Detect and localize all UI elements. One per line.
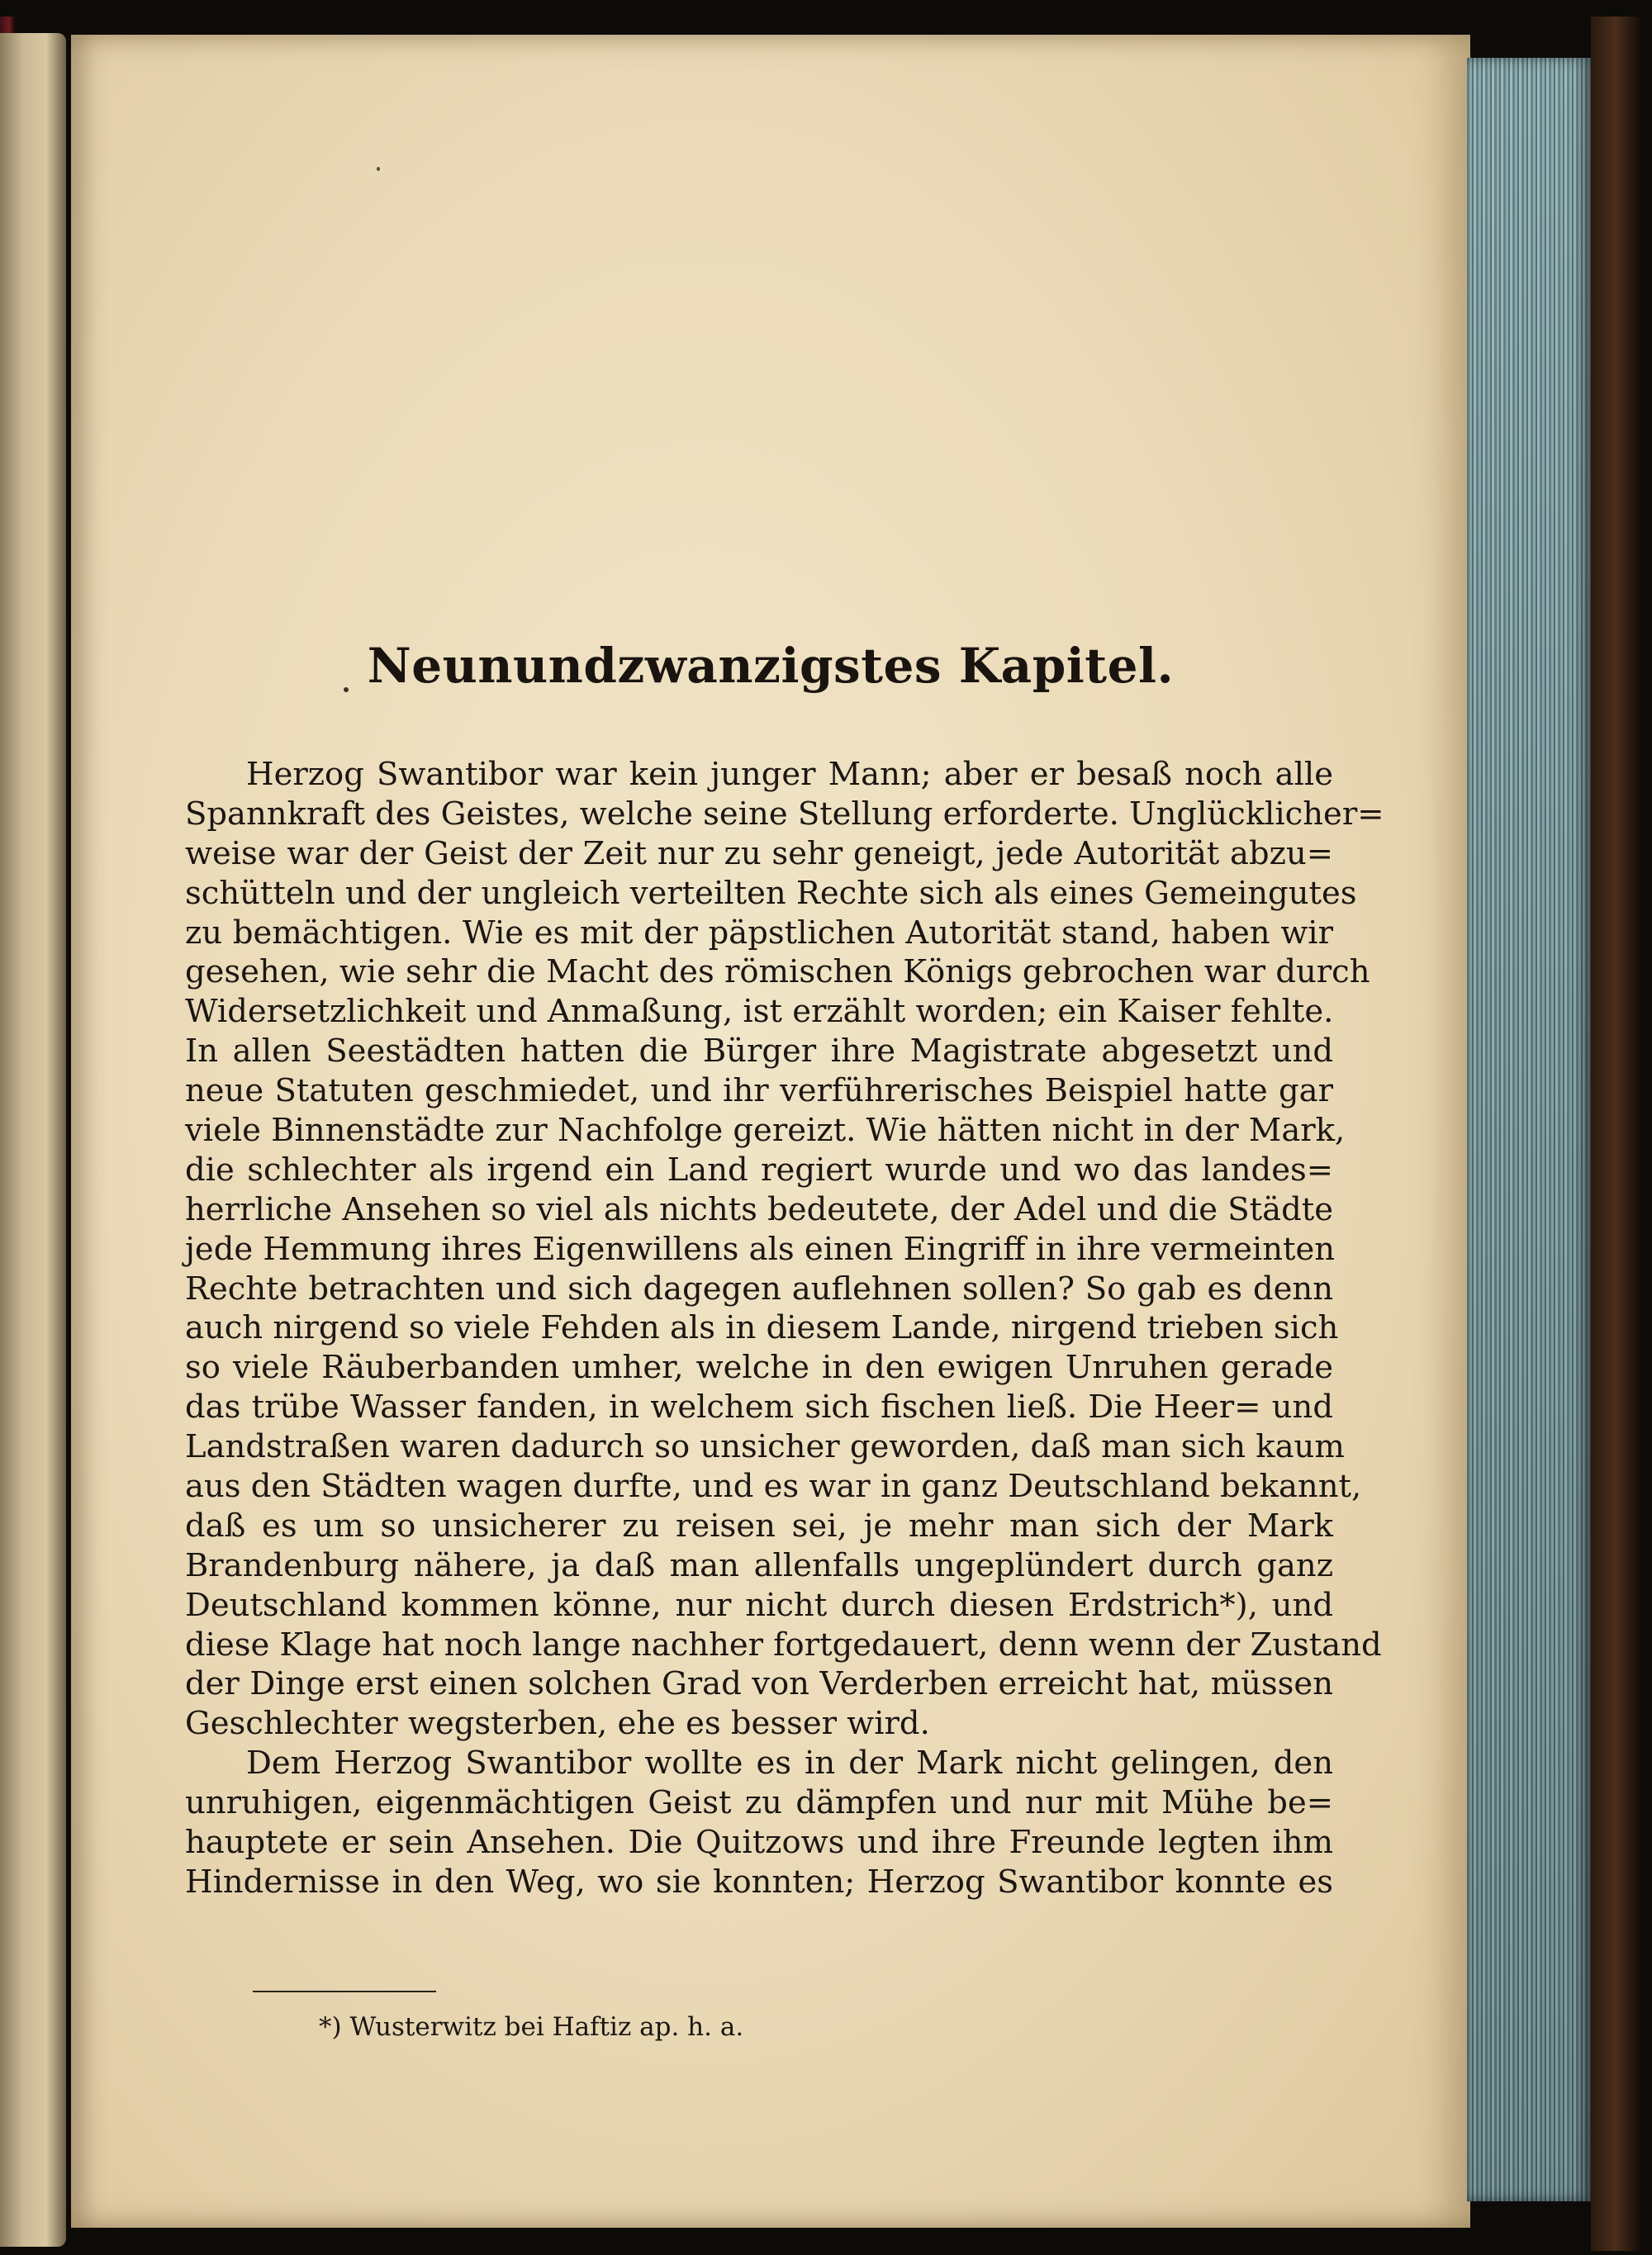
text-line: In allen Seestädten hatten die Bürger ihre Magistrate abgesetzt und <box>185 1033 1333 1071</box>
book-page <box>71 35 1470 2228</box>
text-line: gesehen, wie sehr die Macht des römischen Königs gebrochen war durch <box>185 953 1370 991</box>
text-line: Hindernisse in den Weg, wo sie konnten; Herzog Swantibor konnte es <box>185 1863 1333 1901</box>
text-line: weise war der Geist der Zeit nur zu sehr geneigt, jede Autorität abzu= <box>185 834 1333 872</box>
chapter-title: Neunundzwanzigstes Kapitel. <box>367 638 1175 694</box>
text-line: viele Binnenstädte zur Nachfolge gereizt. Wie hätten nicht in der Mark, <box>185 1112 1346 1150</box>
text-line: so viele Räuberbanden umher, welche in den ewigen Unruhen gerade <box>185 1349 1333 1387</box>
text-line: daß es um so unsicherer zu reisen sei, je mehr man sich der Mark <box>185 1507 1333 1545</box>
left-page-edge <box>0 33 66 2247</box>
text-line: Landstraßen waren dadurch so unsicher geworden, daß man sich kaum <box>185 1428 1345 1466</box>
text-line: herrliche Ansehen so viel als nichts bedeutete, der Adel und die Städte <box>185 1190 1333 1228</box>
text-line: neue Statuten geschmiedet, und ihr verführerisches Beispiel hatte gar <box>185 1072 1333 1110</box>
text-line: das trübe Wasser fanden, in welchem sich fischen ließ. Die Heer= und <box>185 1389 1333 1427</box>
text-line: zu bemächtigen. Wie es mit der päpstlichen Autorität stand, haben wir <box>185 914 1333 952</box>
ink-dot <box>344 687 349 692</box>
text-line: Rechte betrachten und sich dagegen auflehnen sollen? So gab es denn <box>185 1270 1333 1308</box>
text-line: Dem Herzog Swantibor wollte es in der Mark nicht gelingen, den <box>246 1745 1333 1783</box>
text-line: aus den Städten wagen durfte, und es war in ganz Deutschland bekannt, <box>185 1468 1362 1506</box>
text-line: Widersetzlichkeit und Anmaßung, ist erzählt worden; ein Kaiser fehlte. <box>185 993 1334 1031</box>
text-line: die schlechter als irgend ein Land regiert wurde und wo das landes= <box>185 1151 1333 1189</box>
text-line: Geschlechter wegsterben, ehe es besser wird. <box>185 1705 930 1743</box>
page-stack-edge <box>1467 58 1593 2201</box>
text-line: Brandenburg nähere, ja daß man allenfalls ungeplündert durch ganz <box>185 1546 1333 1584</box>
text-line: unruhigen, eigenmächtigen Geist zu dämpfen und nur mit Mühe be= <box>185 1784 1333 1822</box>
text-line: Deutschland kommen könne, nur nicht durch diesen Erdstrich*), und <box>185 1586 1333 1624</box>
text-line: Spannkraft des Geistes, welche seine Stellung erforderte. Unglücklicher= <box>185 795 1384 833</box>
text-line: diese Klage hat noch lange nachher fortgedauert, denn wenn der Zustand <box>185 1626 1382 1664</box>
text-line: schütteln und der ungleich verteilten Rechte sich als eines Gemeingutes <box>185 874 1357 912</box>
text-line: der Dinge erst einen solchen Grad von Verderben erreicht hat, müssen <box>185 1665 1333 1703</box>
text-line: hauptete er sein Ansehen. Die Quitzows und ihre Freunde legten ihm <box>185 1824 1333 1862</box>
paper-speck <box>377 167 380 171</box>
text-line: Herzog Swantibor war kein junger Mann; aber er besaß noch alle <box>246 756 1333 793</box>
footnote-divider <box>253 1991 436 1992</box>
text-line: auch nirgend so viele Fehden als in diesem Lande, nirgend trieben sich <box>185 1309 1339 1347</box>
right-binding <box>1591 17 1640 2251</box>
text-line: jede Hemmung ihres Eigenwillens als einen Eingriff in ihre vermeinten <box>185 1230 1336 1268</box>
body-text <box>185 755 1384 1902</box>
footnote: *) Wusterwitz bei Haftiz ap. h. a. <box>319 2012 744 2042</box>
